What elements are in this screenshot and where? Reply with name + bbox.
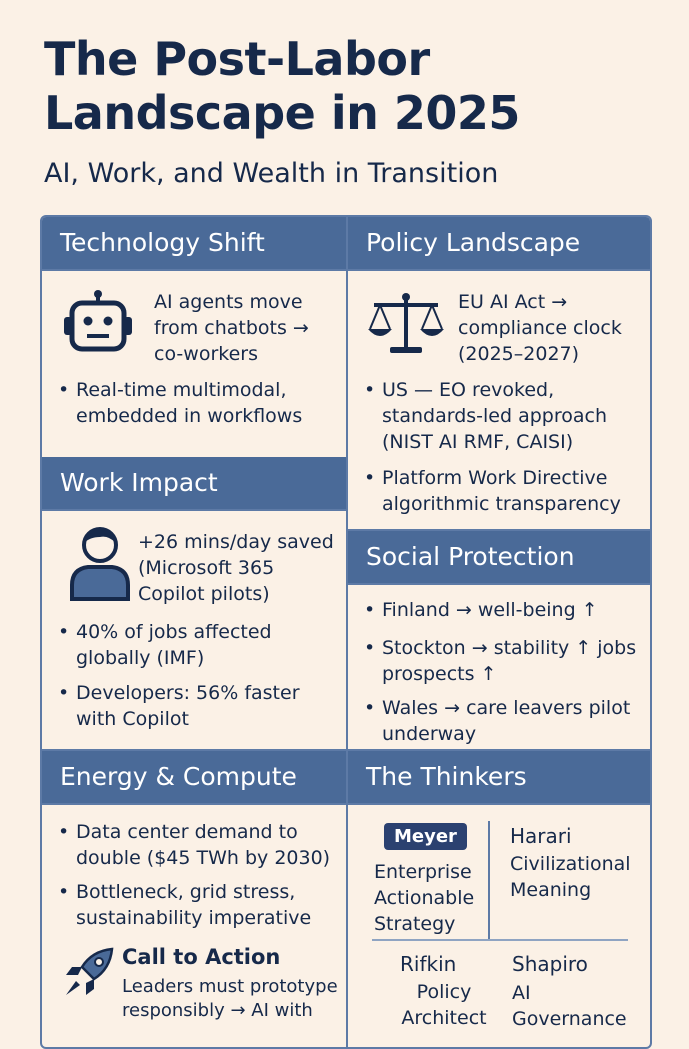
thinkers-header: The Thinkers — [348, 751, 650, 803]
thinker-role: AI Governance — [512, 982, 627, 1030]
work-impact-header: Work Impact — [42, 457, 346, 509]
thinker-role: Policy Architect — [401, 981, 487, 1029]
divider — [42, 269, 346, 271]
person-icon — [68, 523, 132, 606]
divider — [42, 803, 346, 805]
policy-landscape-bullet: • US — EO revoked, standards-led approach (NIST AI RMF, CAISI) — [362, 377, 646, 455]
thinker-name: Harari — [510, 824, 572, 848]
thinker-role: Enterprise Actionable Strategy — [374, 861, 475, 935]
thinkers-divider — [372, 939, 628, 941]
work-impact-bullet: • Developers: 56% faster with Copilot — [56, 680, 341, 732]
divider — [42, 509, 346, 511]
page-title: The Post-Labor Landscape in 2025 — [44, 32, 520, 140]
thinkers-divider — [488, 821, 490, 939]
social-protection-header: Social Protection — [348, 531, 650, 583]
page-subtitle: AI, Work, and Wealth in Transition — [44, 158, 499, 189]
policy-landscape-lead: EU AI Act → compliance clock (2025–2027) — [458, 291, 622, 365]
social-protection-bullet: • Wales → care leavers pilot underway — [362, 695, 646, 747]
energy-compute-bullet: • Data center demand to double ($45 TWh by 2030) — [56, 819, 341, 871]
technology-shift-bullet: • Real-time multimodal, embedded in workflows — [56, 377, 341, 429]
call-to-action-text: Leaders must prototype responsibly → AI with — [122, 976, 338, 1021]
divider — [348, 803, 650, 805]
rocket-icon — [62, 945, 116, 1004]
right-column — [348, 217, 650, 1047]
work-impact-lead: +26 mins/day saved (Microsoft 365 Copilot pilots) — [138, 531, 334, 605]
infographic-grid — [40, 215, 652, 1049]
divider — [348, 583, 650, 585]
policy-landscape-header: Policy Landscape — [348, 217, 650, 269]
thinker-name: Rifkin — [400, 952, 457, 976]
social-protection-bullet: • Finland → well-being ↑ — [362, 597, 646, 623]
thinker-name: Meyer — [384, 823, 467, 850]
policy-landscape-bullet: • Platform Work Directive algorithmic transparency — [362, 465, 646, 517]
scales-icon — [366, 291, 446, 362]
technology-shift-lead: AI agents move from chatbots → co-workers — [154, 291, 309, 365]
social-protection-bullet: • Stockton → stability ↑ jobs prospects ↑ — [362, 635, 646, 687]
divider — [348, 269, 650, 271]
technology-shift-header: Technology Shift — [42, 217, 346, 269]
robot-icon — [62, 289, 134, 360]
energy-compute-header: Energy & Compute — [42, 751, 346, 803]
thinker-role: Civilizational Meaning — [510, 853, 631, 901]
thinker-name: Shapiro — [512, 952, 588, 976]
work-impact-bullet: • 40% of jobs affected globally (IMF) — [56, 619, 341, 671]
call-to-action-title: Call to Action — [122, 945, 281, 969]
left-column — [42, 217, 346, 1047]
energy-compute-bullet: • Bottleneck, grid stress, sustainability imperative — [56, 879, 341, 931]
